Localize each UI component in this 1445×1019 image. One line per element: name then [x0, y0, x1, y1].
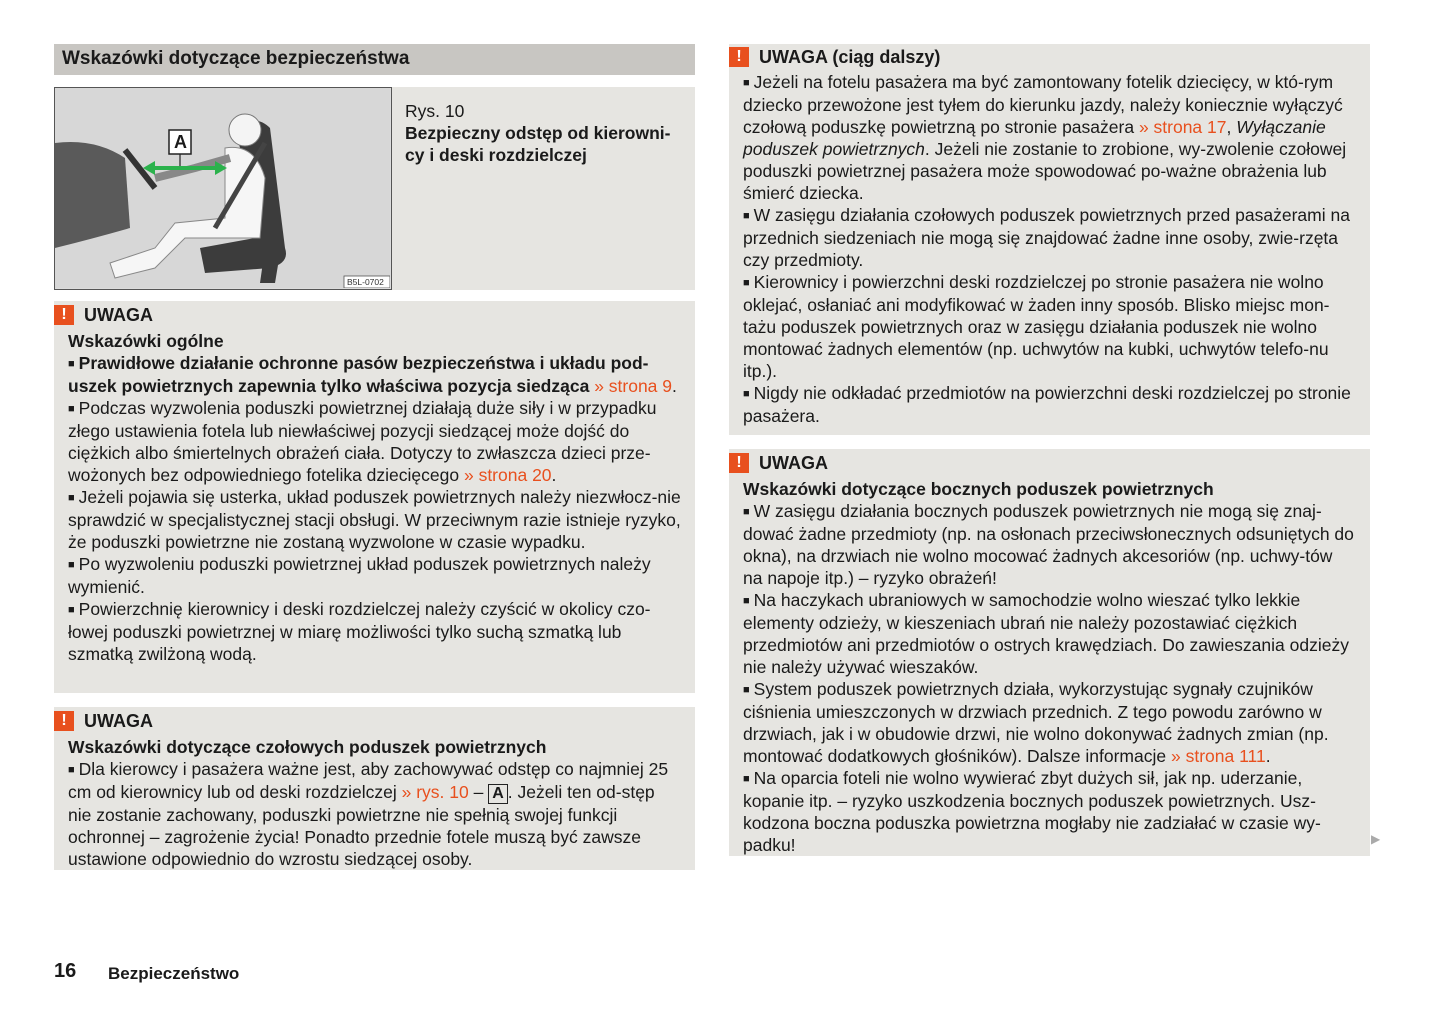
warning-title: UWAGA — [84, 304, 153, 325]
figure-label: Rys. 10 — [405, 101, 465, 121]
footer-section: Bezpieczeństwo — [108, 964, 240, 983]
page-link[interactable]: » strona 17 — [1138, 117, 1227, 137]
bullet-item: ■ W zasięgu działania bocznych poduszek powietrznych nie mogą się znaj-dować żadne przedmioty (np. na osłonach przeciwsłonecznych odsuniętych do okna), na drzwiach nie wolno mocować żadnych akcesoriów (np. uchwy-tów na napoje itp.) – ryzyko obrażeń! — [743, 501, 1354, 588]
warning-general — [54, 301, 695, 693]
bullet-item: ■ Dla kierowcy i pasażera ważne jest, aby zachowywać odstęp co najmniej 25 cm od kierownicy lub od deski rozdzielczej » rys. 10 – A . Jeżeli ten od-stęp nie zostanie zachowany, poduszki powietrzne nie spełnią swojej funkcji ochronnej – zagrożenie życia! Ponadto przednie fotele muszą być zawsze ustawione odpowiednio do wzrostu siedzącej osoby. — [68, 759, 669, 869]
seat-illustration — [55, 88, 390, 288]
bullet-item: ■ Prawidłowe działanie ochronne pasów bezpieczeństwa i układu pod-uszek powietrznych zapewnia tylko właściwa pozycja siedząca » strona 9. — [68, 353, 677, 396]
warning-side-airbags — [729, 449, 1370, 856]
page-link[interactable]: » strona 111 — [1170, 746, 1266, 766]
bullet-item: ■ Na haczykach ubraniowych w samochodzie wolno wieszać tylko lekkie elementy odzieży, w kieszeniach ubrań nie należy pozostawiać ciężkich przedmiotów ani przedmiotów o ostrych krawędziach. Do zawieszania odzieży nie należy używać wieszaków. — [743, 590, 1349, 677]
figure-marker-a: A — [174, 132, 187, 152]
bullet-item: ■ Nigdy nie odkładać przedmiotów na powierzchni deski rozdzielczej po stronie pasażera. — [743, 383, 1351, 426]
bullet-item: ■ Jeżeli na fotelu pasażera ma być zamontowany fotelik dziecięcy, w któ-rym dziecko przewożone jest tyłem do kierunku jazdy, należy koniecznie wyłączyć czołową poduszkę powietrzną po stronie pasażera » strona 17, Wyłączanie poduszek powietrznych. Jeżeli nie zostanie to zrobione, wy-zwolenie czołowej poduszki powietrznej pasażera może spowodować po-ważne obrażenia lub śmierć dziecka. — [743, 72, 1347, 203]
bullet-item: ■ Po wyzwoleniu poduszki powietrznej układ poduszek powietrznych należy wymienić. — [68, 554, 651, 597]
figure-seat-distance — [54, 87, 392, 290]
bullet-item: ■ System poduszek powietrznych działa, wykorzystując sygnały czujników ciśnienia umieszczonych w drzwiach przednich. Z tego powodu zarówno w drzwiach, jak i w obudowie drzwi, nie wolno dokonywać żadnych zmian (np. montować dodatkowych głośników). Dalsze informacje » strona 111. — [743, 679, 1329, 766]
warning-front-airbags — [54, 707, 695, 870]
bullet-item: ■ Kierownicy i powierzchni deski rozdzielczej po stronie pasażera nie wolno oklejać, osłaniać ani modyfikować w żaden inny sposób. Blisko miejsc mon-tażu poduszek powietrznych oraz w zasięgu działania poduszek nie wolno montować żadnych elementów (np. uchwytów na kubki, uchwytów telefo-nu itp.). — [743, 272, 1330, 381]
warning-subtitle: Wskazówki dotyczące czołowych poduszek powietrznych — [68, 737, 547, 757]
continue-arrow-icon: ▶ — [1371, 832, 1381, 846]
warning-title: UWAGA — [759, 452, 828, 473]
bullet-item: ■ Powierzchnię kierownicy i deski rozdzielczej należy czyścić w okolicy czo-łowej poduszki powietrznej w miarę możliwości tylko suchą szmatką lub szmatką zwilżoną wodą. — [68, 599, 651, 664]
page-link[interactable]: » strona 20 — [463, 465, 552, 485]
figure-code: B5L-0702 — [347, 277, 384, 287]
marker-a: A — [488, 784, 508, 804]
section-title: Wskazówki dotyczące bezpieczeństwa — [54, 44, 695, 75]
warning-icon: ! — [729, 453, 749, 473]
warning-subtitle: Wskazówki dotyczące bocznych poduszek powietrznych — [743, 479, 1214, 499]
bullet-item: ■ Jeżeli pojawia się usterka, układ poduszek powietrznych należy niezwłocz-nie sprawdzić w specjalistycznej stacji obsługi. W przeciwnym razie istnieje ryzyko, że poduszki powietrzne nie zostaną wyzwolone w czasie wypadku. — [68, 487, 681, 552]
page-link[interactable]: » strona 9 — [594, 376, 673, 396]
warning-title: UWAGA — [84, 710, 153, 731]
warning-title: UWAGA (ciąg dalszy) — [759, 46, 941, 67]
warning-continued — [729, 44, 1370, 435]
bullet-item: ■ Podczas wyzwolenia poduszki powietrznej działają duże siły i w przypadku złego ustawienia fotela lub niewłaściwej pozycji siedzącej może dojść do ciężkich albo śmiertelnych obrażeń ciała. Dotyczy to zwłaszcza dzieci prze-wożonych bez odpowiedniego fotelika dziecięcego » strona 20. — [68, 398, 657, 485]
bullet-item: ■ W zasięgu działania czołowych poduszek powietrznych przed pasażerami na przednich siedzeniach nie mogą się znajdować żadne inne osoby, zwie-rzęta czy przedmioty. — [743, 205, 1350, 270]
bullet-item: ■ Na oparcia foteli nie wolno wywierać zbyt dużych sił, jak np. uderzanie, kopanie itp. – ryzyko uszkodzenia bocznych poduszek powietrznych. Usz-kodzona boczna poduszka powietrzna mogłaby nie zadziałać w czasie wy-padku! — [743, 768, 1321, 855]
figure-caption-text: Bezpieczny odstęp od kierowni-cy i deski rozdzielczej — [405, 123, 671, 165]
warning-icon: ! — [54, 711, 74, 731]
figure-link[interactable]: » rys. 10 — [401, 782, 469, 802]
page-number: 16 — [54, 960, 77, 982]
warning-subtitle: Wskazówki ogólne — [68, 331, 224, 351]
warning-icon: ! — [729, 47, 749, 67]
warning-icon: ! — [54, 305, 74, 325]
figure-caption — [405, 100, 685, 166]
